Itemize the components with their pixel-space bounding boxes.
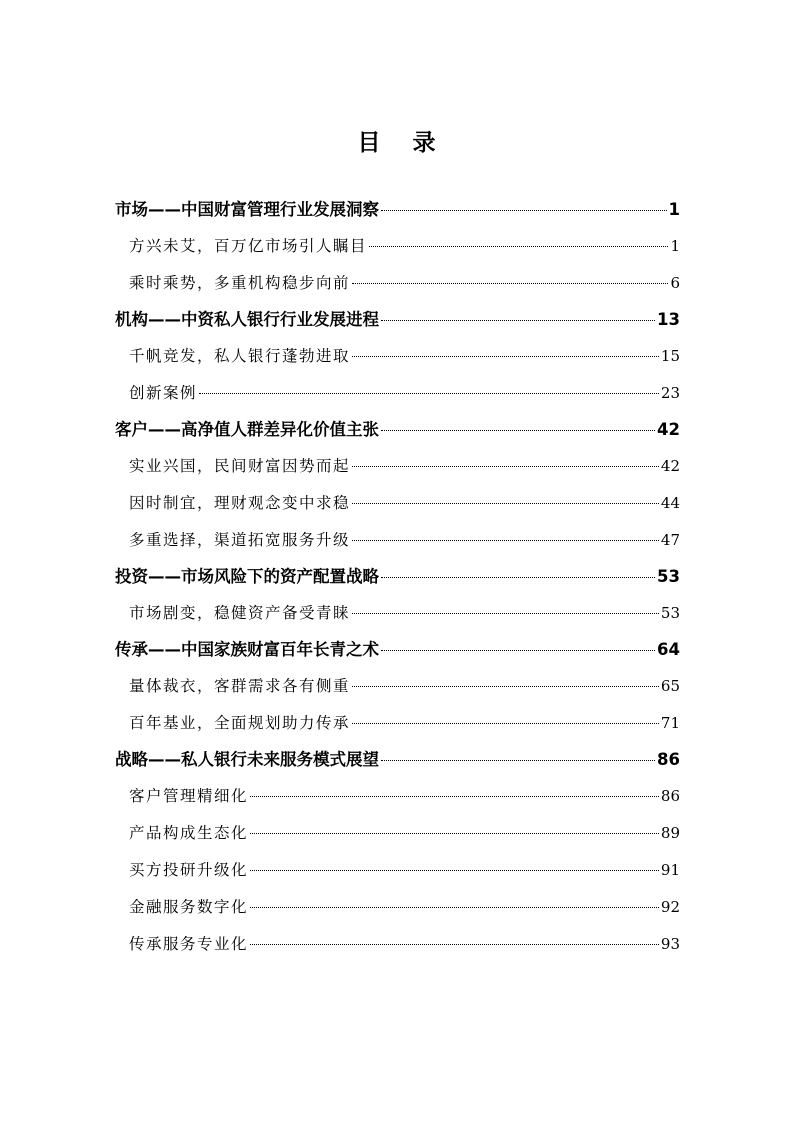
toc-section-entry[interactable] xyxy=(115,815,680,852)
toc-page-number: 91 xyxy=(660,861,680,879)
toc-page-number: 13 xyxy=(657,310,680,329)
toc-entry-title: 产品构成生态化 xyxy=(129,824,249,842)
toc-section-entry[interactable] xyxy=(115,852,680,889)
dot-leader xyxy=(250,796,659,797)
toc-entry-title: 市场——中国财富管理行业发展洞察 xyxy=(115,200,379,219)
dot-leader xyxy=(381,320,655,321)
toc-chapter-entry[interactable] xyxy=(115,302,680,338)
toc-chapter-entry[interactable] xyxy=(115,742,680,778)
dot-leader xyxy=(352,466,659,467)
toc-chapter-entry[interactable] xyxy=(115,192,680,228)
dot-leader xyxy=(199,393,659,394)
toc-entry-title: 乘时乘势，多重机构稳步向前 xyxy=(129,274,351,292)
toc-section-entry[interactable] xyxy=(115,522,680,559)
toc-entry-title: 客户——高净值人群差异化价值主张 xyxy=(115,420,379,439)
toc-section-entry[interactable] xyxy=(115,668,680,705)
toc-entry-title: 因时制宜，理财观念变中求稳 xyxy=(129,494,351,512)
dot-leader xyxy=(352,283,668,284)
toc-entry-title: 传承服务专业化 xyxy=(129,935,249,953)
toc-page-number: 53 xyxy=(657,567,680,586)
toc-page-number: 86 xyxy=(660,787,680,805)
toc-entry-title: 投资——市场风险下的资产配置战略 xyxy=(115,567,379,586)
toc-page-number: 44 xyxy=(660,494,680,512)
dot-leader xyxy=(381,430,655,431)
toc-page-number: 1 xyxy=(668,200,680,219)
toc-entry-title: 机构——中资私人银行行业发展进程 xyxy=(115,310,379,329)
toc-section-entry[interactable] xyxy=(115,448,680,485)
toc-page-number: 93 xyxy=(660,935,680,953)
toc-page-number: 47 xyxy=(660,531,680,549)
toc-section-entry[interactable] xyxy=(115,485,680,522)
toc-entry-title: 买方投研升级化 xyxy=(129,861,249,879)
dot-leader xyxy=(352,613,659,614)
toc-page-number: 42 xyxy=(657,420,680,439)
dot-leader xyxy=(250,907,659,908)
dot-leader xyxy=(250,833,659,834)
toc-entry-title: 百年基业，全面规划助力传承 xyxy=(129,714,351,732)
toc-entry-title: 多重选择，渠道拓宽服务升级 xyxy=(129,531,351,549)
toc-section-entry[interactable] xyxy=(115,705,680,742)
toc-page-number: 86 xyxy=(657,750,680,769)
dot-leader xyxy=(352,356,659,357)
toc-page-number: 53 xyxy=(660,604,680,622)
toc-chapter-entry[interactable] xyxy=(115,559,680,595)
toc-section-entry[interactable] xyxy=(115,889,680,926)
toc-entry-title: 千帆竞发，私人银行蓬勃进取 xyxy=(129,347,351,365)
toc-page-number: 64 xyxy=(657,640,680,659)
toc-section-entry[interactable] xyxy=(115,338,680,375)
toc-entry-title: 市场剧变，稳健资产备受青睐 xyxy=(129,604,351,622)
page-title: 目 录 xyxy=(357,130,448,156)
toc-section-entry[interactable] xyxy=(115,375,680,412)
toc-chapter-entry[interactable] xyxy=(115,412,680,448)
dot-leader xyxy=(381,210,667,211)
toc-entry-title: 量体裁衣，客群需求各有侧重 xyxy=(129,677,351,695)
toc-page-number: 42 xyxy=(660,457,680,475)
toc-page-number: 6 xyxy=(670,274,680,292)
toc-page-number: 65 xyxy=(660,677,680,695)
toc-entry-title: 金融服务数字化 xyxy=(129,898,249,916)
dot-leader xyxy=(381,577,655,578)
toc-page-number: 15 xyxy=(660,347,680,365)
toc-chapter-entry[interactable] xyxy=(115,632,680,668)
toc-entry-title: 创新案例 xyxy=(129,384,198,402)
toc-page-number: 23 xyxy=(660,384,680,402)
toc-section-entry[interactable] xyxy=(115,595,680,632)
dot-leader xyxy=(352,686,659,687)
toc-entry-title: 战略——私人银行未来服务模式展望 xyxy=(115,750,379,769)
toc-entry-title: 实业兴国，民间财富因势而起 xyxy=(129,457,351,475)
toc-entry-title: 方兴未艾，百万亿市场引人瞩目 xyxy=(129,237,368,255)
toc-entry-title: 客户管理精细化 xyxy=(129,787,249,805)
toc-section-entry[interactable] xyxy=(115,778,680,815)
toc-page-number: 89 xyxy=(660,824,680,842)
toc-section-entry[interactable] xyxy=(115,228,680,265)
dot-leader xyxy=(352,723,659,724)
toc-page-number: 92 xyxy=(660,898,680,916)
dot-leader xyxy=(352,503,659,504)
dot-leader xyxy=(381,650,655,651)
dot-leader xyxy=(250,870,659,871)
toc-section-entry[interactable] xyxy=(115,926,680,963)
dot-leader xyxy=(352,540,659,541)
dot-leader xyxy=(381,760,655,761)
toc-section-entry[interactable] xyxy=(115,265,680,302)
dot-leader xyxy=(250,944,659,945)
toc-entry-title: 传承——中国家族财富百年长青之术 xyxy=(115,640,379,659)
dot-leader xyxy=(369,246,668,247)
toc-page-number: 71 xyxy=(660,714,680,732)
toc-page-number: 1 xyxy=(670,237,680,255)
table-of-contents xyxy=(115,192,680,963)
